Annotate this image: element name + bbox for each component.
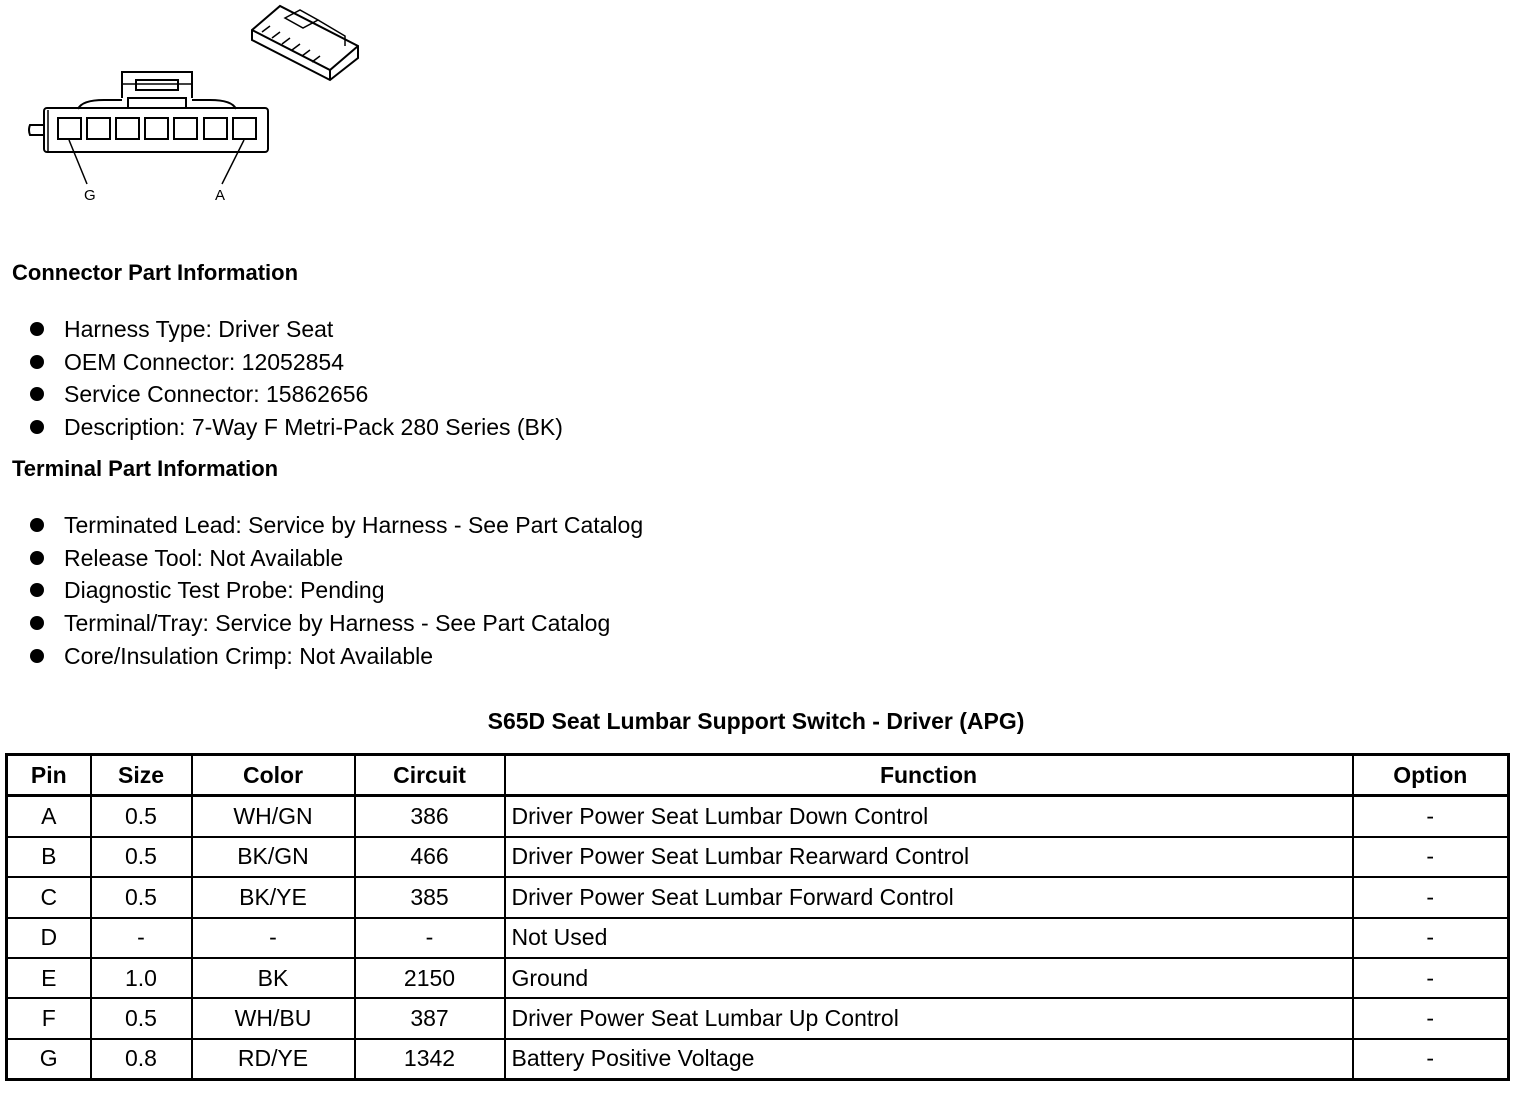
table-row bbox=[7, 998, 1509, 1038]
bullet-icon bbox=[30, 420, 44, 434]
bullet-icon bbox=[30, 387, 44, 401]
table-title: S65D Seat Lumbar Support Switch - Driver (APG) bbox=[487, 708, 1025, 734]
cell-function: Driver Power Seat Lumbar Rearward Control bbox=[505, 837, 1353, 877]
cell-function: Driver Power Seat Lumbar Up Control bbox=[505, 998, 1353, 1038]
cell-circuit: - bbox=[355, 918, 505, 958]
cell-option: - bbox=[1353, 877, 1509, 917]
cell-circuit: 2150 bbox=[355, 958, 505, 998]
list-item: Terminal/Tray: Service by Harness - See Part Catalog bbox=[26, 607, 643, 640]
list-item: Terminated Lead: Service by Harness - See Part Catalog bbox=[26, 509, 643, 542]
cell-circuit: 466 bbox=[355, 837, 505, 877]
cell-option: - bbox=[1353, 998, 1509, 1038]
cell-pin: D bbox=[7, 918, 91, 958]
cell-circuit: 386 bbox=[355, 796, 505, 837]
cell-option: - bbox=[1353, 837, 1509, 877]
cell-size: - bbox=[91, 918, 192, 958]
cell-pin: E bbox=[7, 958, 91, 998]
cell-function: Not Used bbox=[505, 918, 1353, 958]
cell-function: Battery Positive Voltage bbox=[505, 1039, 1353, 1080]
cell-color: BK bbox=[192, 958, 355, 998]
table-row bbox=[7, 918, 1509, 958]
cell-pin: B bbox=[7, 837, 91, 877]
bullet-icon bbox=[30, 649, 44, 663]
table-header-row bbox=[7, 755, 1509, 796]
terminal-info-heading: Terminal Part Information bbox=[12, 456, 279, 481]
table-row bbox=[7, 837, 1509, 877]
cell-option: - bbox=[1353, 958, 1509, 998]
bullet-icon bbox=[30, 322, 44, 336]
cell-pin: A bbox=[7, 796, 91, 837]
bullet-icon bbox=[30, 518, 44, 532]
list-item: Harness Type: Driver Seat bbox=[26, 313, 563, 346]
cell-color: RD/YE bbox=[192, 1039, 355, 1080]
table-row bbox=[7, 796, 1509, 837]
cell-option: - bbox=[1353, 918, 1509, 958]
connector-diagram bbox=[0, 0, 380, 215]
cell-color: WH/GN bbox=[192, 796, 355, 837]
table-row bbox=[7, 877, 1509, 917]
pin-label-a: A bbox=[215, 187, 226, 204]
bullet-icon bbox=[30, 355, 44, 369]
connector-info-heading: Connector Part Information bbox=[12, 260, 299, 285]
cell-function: Driver Power Seat Lumbar Forward Control bbox=[505, 877, 1353, 917]
list-item: Diagnostic Test Probe: Pending bbox=[26, 574, 643, 607]
header-function: Function bbox=[505, 755, 1353, 796]
cell-color: - bbox=[192, 918, 355, 958]
list-item: Core/Insulation Crimp: Not Available bbox=[26, 640, 643, 673]
cell-function: Ground bbox=[505, 958, 1353, 998]
list-item: Service Connector: 15862656 bbox=[26, 378, 563, 411]
cell-pin: C bbox=[7, 877, 91, 917]
bullet-icon bbox=[30, 616, 44, 630]
cell-circuit: 387 bbox=[355, 998, 505, 1038]
cell-option: - bbox=[1353, 1039, 1509, 1080]
cell-size: 1.0 bbox=[91, 958, 192, 998]
cell-circuit: 1342 bbox=[355, 1039, 505, 1080]
list-item: Release Tool: Not Available bbox=[26, 542, 643, 575]
cell-color: BK/YE bbox=[192, 877, 355, 917]
bullet-icon bbox=[30, 551, 44, 565]
cell-color: WH/BU bbox=[192, 998, 355, 1038]
cell-pin: G bbox=[7, 1039, 91, 1080]
table-row bbox=[7, 958, 1509, 998]
header-circuit: Circuit bbox=[355, 755, 505, 796]
terminal-info-list bbox=[26, 509, 643, 672]
header-color: Color bbox=[192, 755, 355, 796]
header-pin: Pin bbox=[7, 755, 91, 796]
cell-size: 0.5 bbox=[91, 877, 192, 917]
cell-pin: F bbox=[7, 998, 91, 1038]
cell-size: 0.8 bbox=[91, 1039, 192, 1080]
connector-info-list bbox=[26, 313, 563, 444]
list-item: Description: 7-Way F Metri-Pack 280 Series (BK) bbox=[26, 411, 563, 444]
header-size: Size bbox=[91, 755, 192, 796]
cell-option: - bbox=[1353, 796, 1509, 837]
cell-color: BK/GN bbox=[192, 837, 355, 877]
cell-function: Driver Power Seat Lumbar Down Control bbox=[505, 796, 1353, 837]
cell-size: 0.5 bbox=[91, 796, 192, 837]
pinout-table bbox=[5, 753, 1510, 1081]
cell-size: 0.5 bbox=[91, 998, 192, 1038]
pin-label-g: G bbox=[84, 187, 96, 204]
bullet-icon bbox=[30, 583, 44, 597]
cell-circuit: 385 bbox=[355, 877, 505, 917]
cell-size: 0.5 bbox=[91, 837, 192, 877]
table-row bbox=[7, 1039, 1509, 1080]
list-item: OEM Connector: 12052854 bbox=[26, 346, 563, 379]
header-option: Option bbox=[1353, 755, 1509, 796]
